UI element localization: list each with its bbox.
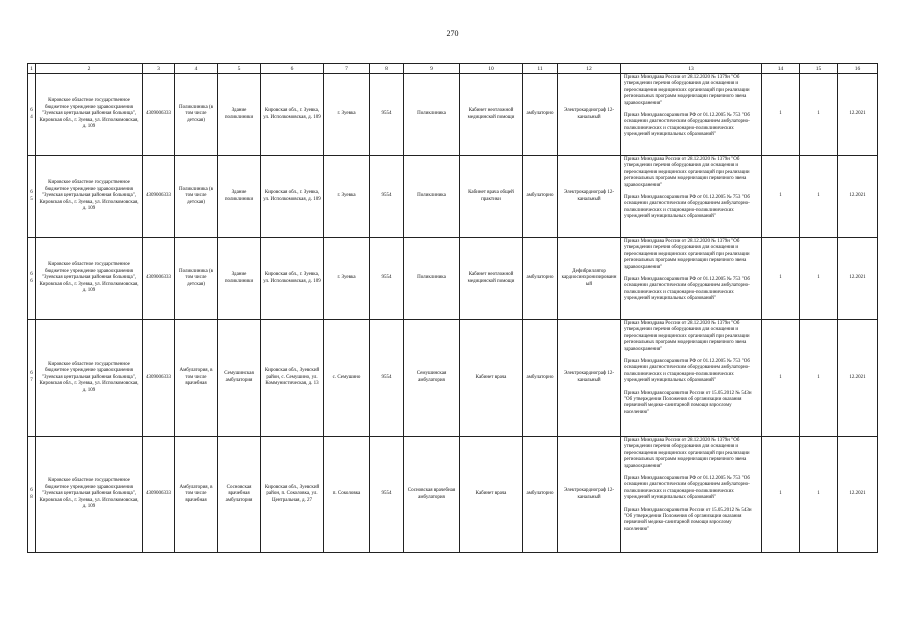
organization-cell: Кировское областное государственное бюджетное учреждение здравоохранения "Зуевская центральная районная больница", Кировская обл., г. Зуевка, ул. Исполкомовская, д. 109 <box>36 156 143 238</box>
table-row <box>28 238 878 320</box>
quantity-cell: 1 <box>800 156 838 238</box>
population-cell: 9554 <box>370 238 404 320</box>
address-cell: Кировская обл., г. Зуевка, ул. Исполкомовская, д. 109 <box>261 156 324 238</box>
column-number: 4 <box>175 64 218 74</box>
column-number: 6 <box>261 64 324 74</box>
quantity-cell: 1 <box>762 156 800 238</box>
table-row <box>28 74 878 156</box>
regulation-text: Приказ Минздрава России от 28.12.2020 № 1379н "Об утверждении перечня оборудования для оснащения и переоснащения медицинских организаций при реализации региональных программ модернизации первичного звена здравоохранения" <box>624 321 750 352</box>
population-cell: 9554 <box>370 437 404 553</box>
table-row <box>28 320 878 437</box>
quantity-cell: 1 <box>762 74 800 156</box>
page-number: 270 <box>446 29 459 38</box>
equipment-cell: Электрокардиограф 12-канальный <box>558 74 621 156</box>
unit-type-cell: Поликлиника (в том числе детская) <box>175 156 218 238</box>
equipment-table <box>27 63 878 553</box>
quantity-cell: 1 <box>800 437 838 553</box>
inn-cell: 4309006333 <box>143 74 175 156</box>
regulation-cell <box>621 156 762 238</box>
quantity-cell: 1 <box>762 238 800 320</box>
care-form-cell: амбулаторно <box>523 320 558 437</box>
locality-cell: г. Зуевка <box>324 156 370 238</box>
regulation-cell <box>621 320 762 437</box>
building-cell: Здание поликлиники <box>218 156 261 238</box>
quantity-cell: 1 <box>762 437 800 553</box>
row-number-cell: 65 <box>28 156 36 238</box>
care-form-cell: амбулаторно <box>523 74 558 156</box>
regulation-cell <box>621 74 762 156</box>
population-cell: 9554 <box>370 320 404 437</box>
locality-cell: п. Соколовка <box>324 437 370 553</box>
regulation-text: Приказ Минздрава России от 28.12.2020 № 1379н "Об утверждении перечня оборудования для оснащения и переоснащения медицинских организаций при реализации региональных программ модернизации первичного звена здравоохранения" <box>624 239 750 270</box>
equipment-cell: Электрокардиограф 12-канальный <box>558 320 621 437</box>
room-cell: Кабинет врача <box>460 320 523 437</box>
column-number: 9 <box>404 64 460 74</box>
subdivision-cell: Поликлиника <box>404 238 460 320</box>
regulation-text: Приказ Минздравсоцразвития РФ от 01.12.2005 № 753 "Об оснащении диагностическим оборудованием амбулаторно-поликлинических и стационарно-поликлинических учреждений муниципальных образований" <box>624 277 750 302</box>
column-number: 8 <box>370 64 404 74</box>
regulation-text: Приказ Минздравсоцразвития РФ от 01.12.2005 № 753 "Об оснащении диагностическим оборудованием амбулаторно-поликлинических и стационарно-поликлинических учреждений муниципальных образований" <box>624 113 750 138</box>
column-number: 13 <box>621 64 762 74</box>
address-cell: Кировская обл., г. Зуевка, ул. Исполкомовская, д. 109 <box>261 74 324 156</box>
column-number-row <box>28 64 878 74</box>
unit-type-cell: Поликлиника (в том числе детская) <box>175 74 218 156</box>
building-cell: Здание поликлиники <box>218 74 261 156</box>
row-number-cell: 67 <box>28 320 36 437</box>
quantity-cell: 1 <box>800 238 838 320</box>
organization-cell: Кировское областное государственное бюджетное учреждение здравоохранения "Зуевская центральная районная больница", Кировская обл., г. Зуевка, ул. Исполкомовская, д. 109 <box>36 320 143 437</box>
unit-type-cell: Поликлиника (в том числе детская) <box>175 238 218 320</box>
unit-type-cell: Амбулатория, в том числе врачебная <box>175 320 218 437</box>
organization-cell: Кировское областное государственное бюджетное учреждение здравоохранения "Зуевская центральная районная больница", Кировская обл., г. Зуевка, ул. Исполкомовская, д. 109 <box>36 74 143 156</box>
inn-cell: 4309006333 <box>143 238 175 320</box>
locality-cell: г. Зуевка <box>324 238 370 320</box>
quantity-cell: 1 <box>800 74 838 156</box>
organization-cell: Кировское областное государственное бюджетное учреждение здравоохранения "Зуевская центральная районная больница", Кировская обл., г. Зуевка, ул. Исполкомовская, д. 109 <box>36 238 143 320</box>
row-number-cell: 68 <box>28 437 36 553</box>
inn-cell: 4309006333 <box>143 320 175 437</box>
regulation-text: Приказ Минздрава России от 28.12.2020 № 1379н "Об утверждении перечня оборудования для оснащения и переоснащения медицинских организаций при реализации региональных программ модернизации первичного звена здравоохранения" <box>624 157 750 188</box>
column-number: 2 <box>36 64 143 74</box>
date-cell: 12.2021 <box>838 74 878 156</box>
column-number: 16 <box>838 64 878 74</box>
regulation-text: Приказ Минздравсоцразвития РФ от 01.12.2005 № 753 "Об оснащении диагностическим оборудованием амбулаторно-поликлинических и стационарно-поликлинических учреждений муниципальных образований" <box>624 359 750 384</box>
equipment-cell: Электрокардиограф 12-канальный <box>558 156 621 238</box>
quantity-cell: 1 <box>762 320 800 437</box>
care-form-cell: амбулаторно <box>523 238 558 320</box>
column-number: 14 <box>762 64 800 74</box>
regulation-text: Приказ Минздравсоцразвития России от 15.05.2012 № 543н "Об утверждении Положения об организации оказания первичной медико-санитарной помощи взрослому населению" <box>624 507 752 532</box>
regulation-text: Приказ Минздравсоцразвития России от 15.05.2012 № 543н "Об утверждении Положения об организации оказания первичной медико-санитарной помощи взрослому населению" <box>624 390 752 415</box>
room-cell: Кабинет врача общей практики <box>460 156 523 238</box>
table-row <box>28 156 878 238</box>
date-cell: 12.2021 <box>838 156 878 238</box>
subdivision-cell: Сосновская врачебная амбулатория <box>404 437 460 553</box>
room-cell: Кабинет неотложной медицинской помощи <box>460 74 523 156</box>
regulation-text: Приказ Минздравсоцразвития РФ от 01.12.2005 № 753 "Об оснащении диагностическим оборудованием амбулаторно-поликлинических и стационарно-поликлинических учреждений муниципальных образований" <box>624 476 750 501</box>
unit-type-cell: Амбулатория, в том числе врачебная <box>175 437 218 553</box>
building-cell: Сосновская врачебная амбулатория <box>218 437 261 553</box>
building-cell: Семушинская амбулатория <box>218 320 261 437</box>
equipment-cell: Дефибриллятор кардиосинхронизированный <box>558 238 621 320</box>
column-number: 1 <box>28 64 36 74</box>
equipment-cell: Электрокардиограф 12-канальный <box>558 437 621 553</box>
table-row <box>28 437 878 553</box>
address-cell: Кировская обл., Зуевский район, п. Соколовка, ул. Центральная, д. 27 <box>261 437 324 553</box>
address-cell: Кировская обл., Зуевский район, с. Семушино, ул. Коммунистическая, д. 13 <box>261 320 324 437</box>
column-number: 7 <box>324 64 370 74</box>
column-number: 11 <box>523 64 558 74</box>
column-number: 12 <box>558 64 621 74</box>
regulation-text: Приказ Минздрава России от 28.12.2020 № 1379н "Об утверждении перечня оборудования для оснащения и переоснащения медицинских организаций при реализации региональных программ модернизации первичного звена здравоохранения" <box>624 438 750 469</box>
regulation-text: Приказ Минздравсоцразвития РФ от 01.12.2005 № 753 "Об оснащении диагностическим оборудованием амбулаторно-поликлинических и стационарно-поликлинических учреждений муниципальных образований" <box>624 195 750 220</box>
care-form-cell: амбулаторно <box>523 437 558 553</box>
building-cell: Здание поликлиники <box>218 238 261 320</box>
locality-cell: с. Семушино <box>324 320 370 437</box>
date-cell: 12.2021 <box>838 320 878 437</box>
subdivision-cell: Поликлиника <box>404 74 460 156</box>
room-cell: Кабинет неотложной медицинской помощи <box>460 238 523 320</box>
subdivision-cell: Поликлиника <box>404 156 460 238</box>
room-cell: Кабинет врача <box>460 437 523 553</box>
address-cell: Кировская обл., г. Зуевка, ул. Исполкомовская, д. 109 <box>261 238 324 320</box>
column-number: 5 <box>218 64 261 74</box>
care-form-cell: амбулаторно <box>523 156 558 238</box>
column-number: 15 <box>800 64 838 74</box>
quantity-cell: 1 <box>800 320 838 437</box>
column-number: 10 <box>460 64 523 74</box>
row-number-cell: 64 <box>28 74 36 156</box>
inn-cell: 4309006333 <box>143 437 175 553</box>
date-cell: 12.2021 <box>838 238 878 320</box>
row-number-cell: 66 <box>28 238 36 320</box>
column-number: 3 <box>143 64 175 74</box>
regulation-text: Приказ Минздрава России от 28.12.2020 № 1379н "Об утверждении перечня оборудования для оснащения и переоснащения медицинских организаций при реализации региональных программ модернизации первичного звена здравоохранения" <box>624 75 750 106</box>
population-cell: 9554 <box>370 74 404 156</box>
regulation-cell <box>621 238 762 320</box>
organization-cell: Кировское областное государственное бюджетное учреждение здравоохранения "Зуевская центральная районная больница", Кировская обл., г. Зуевка, ул. Исполкомовская, д. 109 <box>36 437 143 553</box>
inn-cell: 4309006333 <box>143 156 175 238</box>
regulation-cell <box>621 437 762 553</box>
date-cell: 12.2021 <box>838 437 878 553</box>
subdivision-cell: Семушинская амбулатория <box>404 320 460 437</box>
locality-cell: г. Зуевка <box>324 74 370 156</box>
population-cell: 9554 <box>370 156 404 238</box>
